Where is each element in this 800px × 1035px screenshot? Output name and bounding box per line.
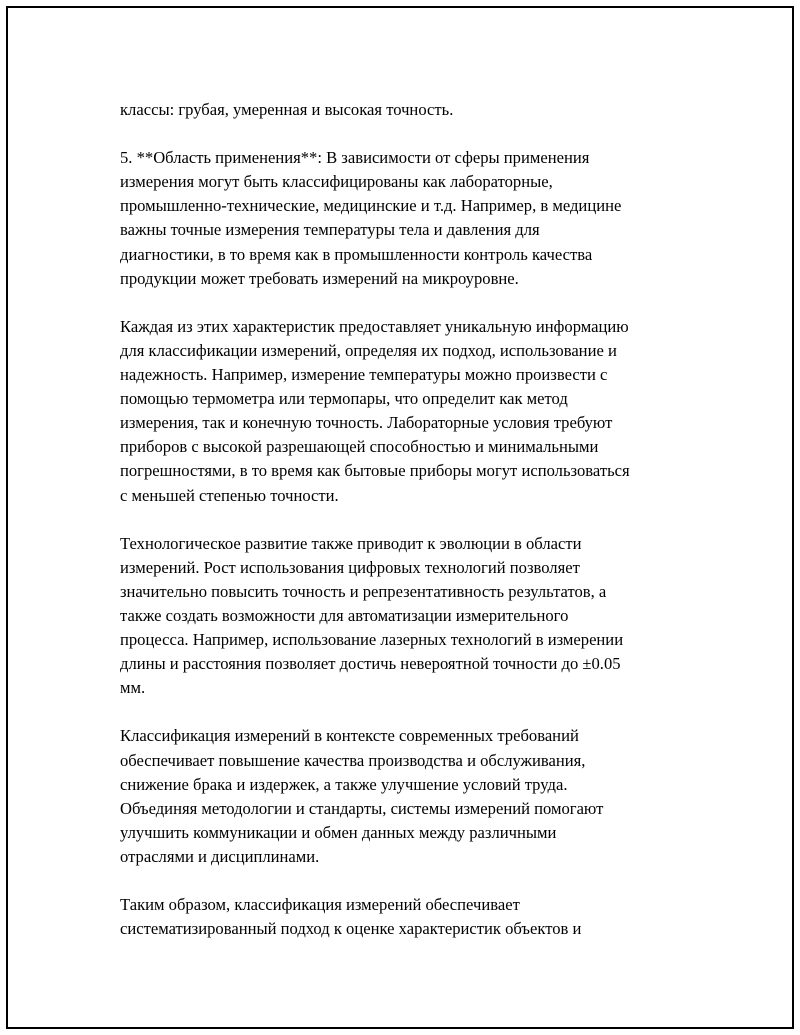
paragraph-4 (120, 532, 690, 701)
text-line: измерения, так и конечную точность. Лабораторные условия требуют (120, 413, 613, 433)
text-line: Технологическое развитие также приводит к эволюции в области (120, 533, 582, 553)
paragraph-1 (120, 98, 690, 122)
text-line: измерений. Рост использования цифровых технологий позволяет (120, 557, 580, 577)
text-line: отраслями и дисциплинами. (120, 846, 320, 866)
text-line: мм. (120, 678, 146, 698)
text-line: Таким образом, классификация измерений обеспечивает (120, 895, 520, 915)
text-line: Объединяя методологии и стандарты, системы измерений помогают (120, 798, 604, 818)
text-line: 5. **Область применения**: В зависимости от сферы применения (120, 148, 590, 168)
text-line: надежность. Например, измерение температуры можно произвести с (120, 365, 608, 385)
text-line: значительно повысить точность и репрезентативность результатов, а (120, 581, 607, 601)
paragraph-3 (120, 315, 690, 508)
text-line: процесса. Например, использование лазерных технологий в измерении (120, 630, 624, 650)
text-line: для классификации измерений, определяя их подход, использование и (120, 340, 617, 360)
document-page (6, 6, 794, 1029)
text-line: систематизированный подход к оценке характеристик объектов и (120, 919, 582, 939)
text-line: помощью термометра или термопары, что определит как метод (120, 389, 568, 409)
text-line: промышленно-технические, медицинские и т.д. Например, в медицине (120, 196, 622, 216)
text-line: с меньшей степенью точности. (120, 485, 339, 505)
text-line: улучшить коммуникации и обмен данных между различными (120, 822, 557, 842)
text-line: продукции может требовать измерений на микроуровне. (120, 268, 519, 288)
text-line: приборов с высокой разрешающей способностью и минимальными (120, 437, 599, 457)
document-body (120, 98, 690, 965)
text-line: Каждая из этих характеристик предоставляет уникальную информацию (120, 316, 629, 336)
paragraph-6 (120, 893, 690, 941)
text-line: измерения могут быть классифицированы как лабораторные, (120, 172, 553, 192)
text-line: снижение брака и издержек, а также улучшение условий труда. (120, 774, 568, 794)
text-line: Классификация измерений в контексте современных требований (120, 726, 579, 746)
text-line: также создать возможности для автоматизации измерительного (120, 605, 569, 625)
text-line: диагностики, в то время как в промышленности контроль качества (120, 244, 593, 264)
paragraph-2 (120, 146, 690, 291)
paragraph-5 (120, 724, 690, 869)
text-line: обеспечивает повышение качества производства и обслуживания, (120, 750, 586, 770)
text-line: длины и расстояния позволяет достичь невероятной точности до ±0.05 (120, 654, 621, 674)
text-line: классы: грубая, умеренная и высокая точность. (120, 100, 454, 119)
text-line: важны точные измерения температуры тела и давления для (120, 220, 540, 240)
text-line: погрешностями, в то время как бытовые приборы могут использоваться (120, 461, 630, 481)
